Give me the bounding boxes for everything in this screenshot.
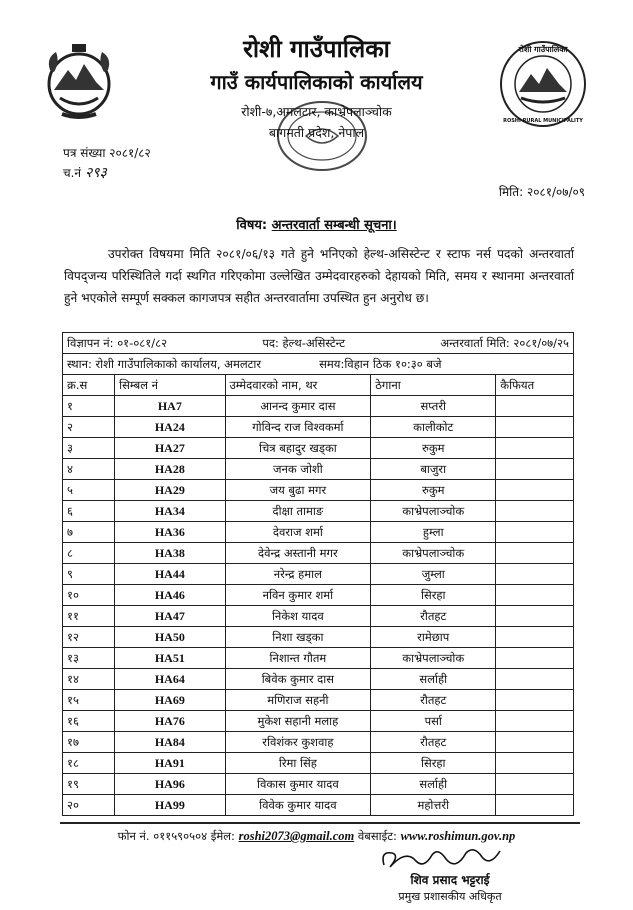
cell-symbol: HA91 xyxy=(115,753,225,774)
dispatch-label: च.नं xyxy=(63,166,82,180)
cell-remarks xyxy=(496,396,574,417)
table-row xyxy=(63,690,574,711)
cell-sn: १४ xyxy=(63,669,115,690)
cell-remarks xyxy=(496,648,574,669)
table-row xyxy=(63,753,574,774)
cell-symbol: HA27 xyxy=(115,438,225,459)
cell-remarks xyxy=(496,732,574,753)
cell-name: देवराज शर्मा xyxy=(225,522,371,543)
cell-name: गोविन्द राज विश्वकर्मा xyxy=(225,417,371,438)
table-row xyxy=(63,669,574,690)
cell-sn: ८ xyxy=(63,543,115,564)
footer-contact xyxy=(0,829,633,844)
cell-remarks xyxy=(496,438,574,459)
address-line-2: बागमती प्रदेश, नेपाल xyxy=(268,125,365,140)
cell-name: दीक्षा तामाङ xyxy=(225,501,371,522)
cell-sn: ५ xyxy=(63,480,115,501)
cell-name: नविन कुमार शर्मा xyxy=(225,585,371,606)
cell-symbol: HA50 xyxy=(115,627,225,648)
table-row xyxy=(63,396,574,417)
table-row xyxy=(63,501,574,522)
post-name: पद: हेल्थ-असिस्टेन्ट xyxy=(262,335,346,350)
cell-name: विकास कुमार यादव xyxy=(225,774,371,795)
cell-sn: २० xyxy=(63,795,115,816)
cell-address: रौतहट xyxy=(371,732,496,753)
table-row xyxy=(63,543,574,564)
cell-name: जय बुढा मगर xyxy=(225,480,371,501)
dispatch-number xyxy=(63,163,107,182)
footer-phone: फोन नं. ०११५९०५०४ xyxy=(117,829,208,843)
header-symbol: सिम्बल नं xyxy=(115,375,225,396)
cell-symbol: HA44 xyxy=(115,564,225,585)
cell-name: निशा खड्का xyxy=(225,627,371,648)
cell-address: हुम्ला xyxy=(371,522,496,543)
table-info-row-2 xyxy=(63,354,574,375)
cell-address: रामेछाप xyxy=(371,627,496,648)
interview-date: अन्तरवार्ता मिति: २०८१/०७/२५ xyxy=(440,335,569,350)
cell-sn: १६ xyxy=(63,711,115,732)
cell-sn: १ xyxy=(63,396,115,417)
cell-remarks xyxy=(496,585,574,606)
cell-remarks xyxy=(496,459,574,480)
cell-symbol: HA46 xyxy=(115,585,225,606)
cell-sn: ६ xyxy=(63,501,115,522)
cell-sn: ३ xyxy=(63,438,115,459)
cell-address: रुकुम xyxy=(371,480,496,501)
cell-sn: ११ xyxy=(63,606,115,627)
subject-text: अन्तरवार्ता सम्बन्धी सूचना। xyxy=(271,218,397,233)
cell-name: रविशंकर कुशवाह xyxy=(225,732,371,753)
footer-website[interactable]: www.roshimun.gov.np xyxy=(400,829,516,843)
cell-symbol: HA38 xyxy=(115,543,225,564)
cell-remarks xyxy=(496,753,574,774)
cell-remarks xyxy=(496,606,574,627)
cell-name: मुकेश सहानी मलाह xyxy=(225,711,371,732)
table-row xyxy=(63,459,574,480)
table-row xyxy=(63,795,574,816)
cell-sn: ७ xyxy=(63,522,115,543)
cell-symbol: HA76 xyxy=(115,711,225,732)
table-row xyxy=(63,732,574,753)
table-row xyxy=(63,564,574,585)
cell-symbol: HA7 xyxy=(115,396,225,417)
cell-sn: १७ xyxy=(63,732,115,753)
cell-symbol: HA36 xyxy=(115,522,225,543)
cell-symbol: HA84 xyxy=(115,732,225,753)
cell-address: सिरहा xyxy=(371,585,496,606)
subject-line xyxy=(0,215,633,233)
cell-symbol: HA34 xyxy=(115,501,225,522)
cell-name: नरेन्द्र हमाल xyxy=(225,564,371,585)
interview-time: समय:विहान ठिक १०:३० बजे xyxy=(319,356,442,371)
cell-remarks xyxy=(496,711,574,732)
signatory-title: प्रमुख प्रशासकीय अधिकृत xyxy=(398,890,502,903)
cell-name: मणिराज सहनी xyxy=(225,690,371,711)
cell-remarks xyxy=(496,627,574,648)
cell-symbol: HA51 xyxy=(115,648,225,669)
cell-name: देवेन्द्र अस्तानी मगर xyxy=(225,543,371,564)
cell-name: विवेक कुमार यादव xyxy=(225,795,371,816)
table-row xyxy=(63,711,574,732)
seal-top-text: रोशी गाउँपालिका xyxy=(518,45,568,54)
cell-address: सर्लाही xyxy=(371,774,496,795)
footer-divider xyxy=(60,822,580,824)
address-line-1: रोशी-७,अमलटार, काभ्रेपलाञ्चोक xyxy=(241,104,392,119)
footer-website-label: वेबसाईट: xyxy=(357,829,397,843)
body-paragraph: उपरोक्त विषयमा मिति २०८१/०६/१३ गते हुने भनिएको हेल्थ-असिस्टेन्ट र स्टाफ नर्स पदको अन्तरवार्ता विपद्जन्य परिस्थितिले गर्दा स्थगित गरिएकोमा उल्लेखित उम्मेदवारहरुको देहायको मिति, समय र स्थानमा अन्तरवार्ता हुने भएकोले सम्पूर्ण सक्कल कागजपत्र सहीत अन्तरवार्तामा उपस्थित हुन अनुरोध छ। xyxy=(64,247,574,305)
cell-remarks xyxy=(496,774,574,795)
dispatch-value: २९३ xyxy=(84,165,107,181)
cell-address: महोत्तरी xyxy=(371,795,496,816)
cell-name: रिमा सिंह xyxy=(225,753,371,774)
header-name: उम्मेदवारको नाम, थर xyxy=(225,375,371,396)
header-remarks: कैफियत xyxy=(496,375,574,396)
table-row xyxy=(63,627,574,648)
cell-address: रौतहट xyxy=(371,606,496,627)
cell-name: निकेश यादव xyxy=(225,606,371,627)
cell-address: सर्लाही xyxy=(371,669,496,690)
letter-number: पत्र संख्या २०८१/८२ xyxy=(63,146,151,160)
table-row xyxy=(63,417,574,438)
cell-symbol: HA29 xyxy=(115,480,225,501)
cell-sn: १३ xyxy=(63,648,115,669)
cell-remarks xyxy=(496,795,574,816)
cell-address: पर्सा xyxy=(371,711,496,732)
table-row xyxy=(63,438,574,459)
cell-address: सप्तरी xyxy=(371,396,496,417)
cell-remarks xyxy=(496,564,574,585)
cell-address: काभ्रेपलाञ्चोक xyxy=(371,501,496,522)
cell-remarks xyxy=(496,522,574,543)
cell-sn: १९ xyxy=(63,774,115,795)
cell-address: रौतहट xyxy=(371,690,496,711)
cell-symbol: HA99 xyxy=(115,795,225,816)
cell-remarks xyxy=(496,669,574,690)
cell-name: बिवेक कुमार दास xyxy=(225,669,371,690)
candidate-table xyxy=(62,332,574,816)
office-name: गाउँ कार्यपालिकाको कार्यालय xyxy=(210,70,423,94)
letter-date: मिति: २०८१/०७/०९ xyxy=(498,185,585,199)
table-header-row xyxy=(63,375,574,396)
cell-sn: १० xyxy=(63,585,115,606)
signature-scribble xyxy=(376,843,516,873)
subject-label: विषय: xyxy=(236,218,268,233)
cell-name: आनन्द कुमार दास xyxy=(225,396,371,417)
cell-symbol: HA96 xyxy=(115,774,225,795)
cell-address: बाजुरा xyxy=(371,459,496,480)
signatory-name: शिव प्रसाद भट्टराई xyxy=(410,873,490,887)
cell-address: कालीकोट xyxy=(371,417,496,438)
cell-symbol: HA69 xyxy=(115,690,225,711)
venue: स्थान: रोशी गाउँपालिकाको कार्यालय, अमलटार xyxy=(67,356,262,371)
cell-symbol: HA28 xyxy=(115,459,225,480)
cell-remarks xyxy=(496,480,574,501)
cell-symbol: HA64 xyxy=(115,669,225,690)
cell-remarks xyxy=(496,690,574,711)
header-address: ठेगाना xyxy=(371,375,496,396)
footer-email[interactable]: roshi2073@gmail.com xyxy=(238,829,355,843)
ad-number: विज्ञापन नं: ०१-०८१/८२ xyxy=(67,335,168,350)
table-row xyxy=(63,606,574,627)
cell-address: रुकुम xyxy=(371,438,496,459)
cell-remarks xyxy=(496,501,574,522)
cell-sn: १२ xyxy=(63,627,115,648)
table-row xyxy=(63,774,574,795)
table-row xyxy=(63,522,574,543)
cell-name: निशान्त गौतम xyxy=(225,648,371,669)
seal-bottom-text: ROSHI RURAL MUNICIPALITY xyxy=(503,118,583,124)
cell-remarks xyxy=(496,417,574,438)
cell-symbol: HA24 xyxy=(115,417,225,438)
cell-sn: १५ xyxy=(63,690,115,711)
cell-sn: ९ xyxy=(63,564,115,585)
cell-sn: १८ xyxy=(63,753,115,774)
header-sn: क्र.स xyxy=(63,375,115,396)
cell-symbol: HA47 xyxy=(115,606,225,627)
cell-name: जनक जोशी xyxy=(225,459,371,480)
cell-address: काभ्रेपलाञ्चोक xyxy=(371,543,496,564)
cell-address: काभ्रेपलाञ्चोक xyxy=(371,648,496,669)
table-row xyxy=(63,480,574,501)
org-name: रोशी गाउँपालिका xyxy=(243,35,390,63)
cell-name: चित्र बहादुर खड्का xyxy=(225,438,371,459)
footer-email-label: ईमेल: xyxy=(210,829,235,843)
cell-remarks xyxy=(496,543,574,564)
table-row xyxy=(63,648,574,669)
cell-address: जुम्ला xyxy=(371,564,496,585)
cell-sn: २ xyxy=(63,417,115,438)
cell-address: सिरहा xyxy=(371,753,496,774)
table-row xyxy=(63,585,574,606)
table-info-row-1 xyxy=(63,333,574,354)
cell-sn: ४ xyxy=(63,459,115,480)
